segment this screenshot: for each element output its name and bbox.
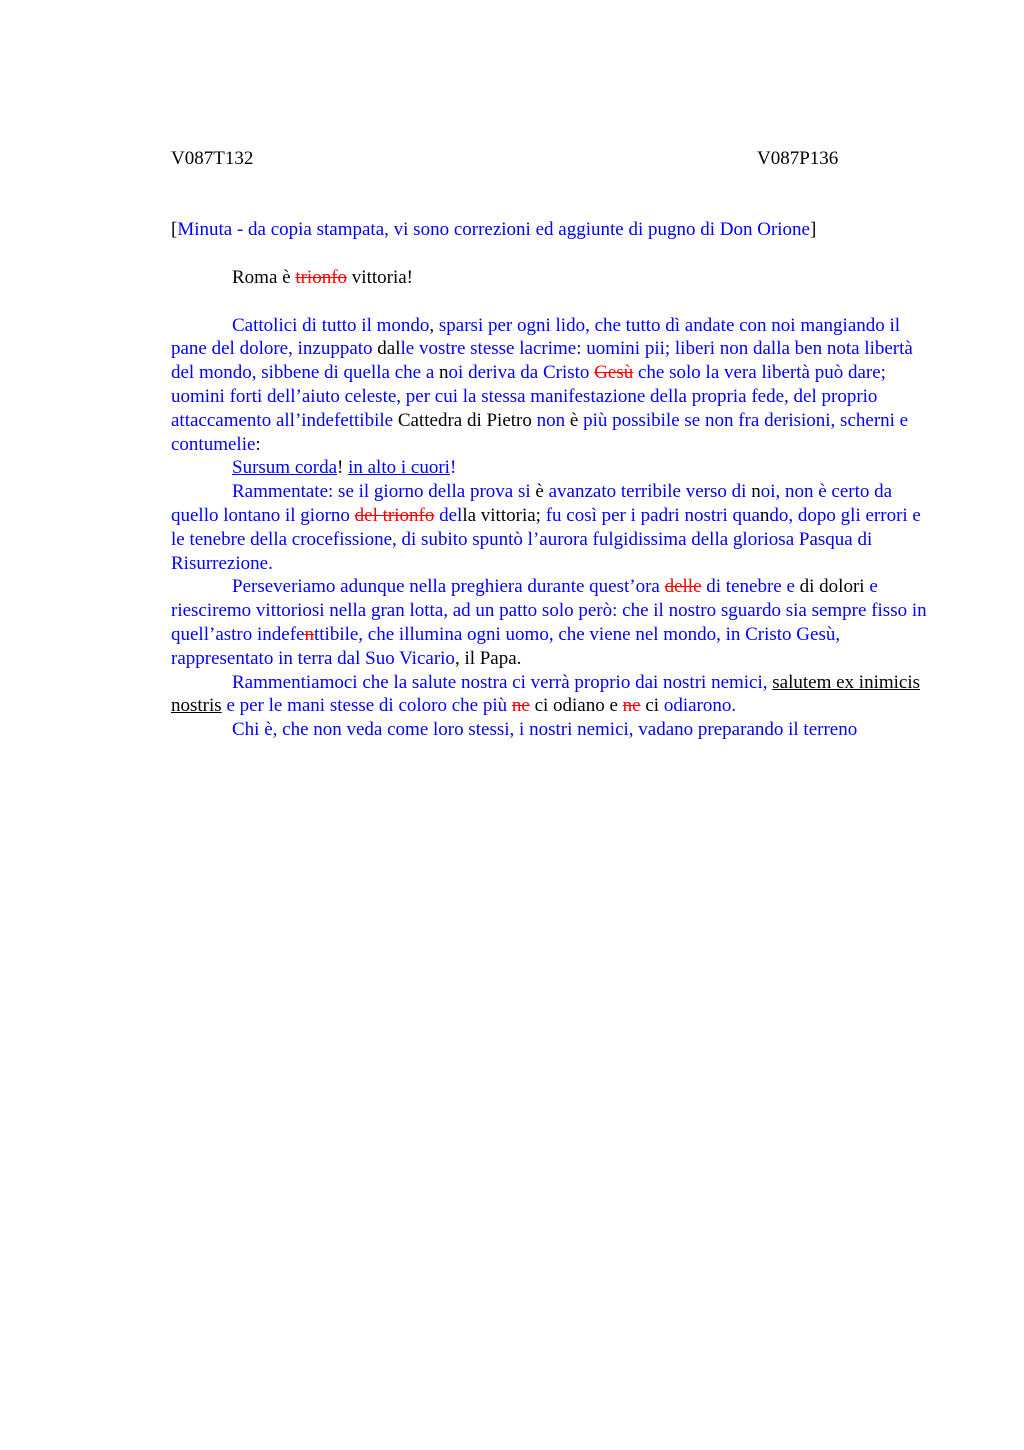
paragraph-6	[171, 718, 931, 742]
p4-seg: di dolori	[794, 576, 865, 598]
p4-seg: , il Papa.	[454, 647, 522, 669]
document-body	[171, 218, 931, 742]
p5-seg: ci	[640, 695, 664, 717]
editorial-note	[171, 218, 931, 242]
p2-seg: !	[449, 457, 457, 479]
p1-deleted-word: Gesù	[594, 362, 634, 384]
p3-deleted-words: del trionfo	[354, 504, 435, 526]
p4-deleted-letter: n	[304, 623, 314, 645]
p5-seg: odiarono.	[663, 695, 737, 717]
p2-seg: !	[337, 457, 349, 479]
p6-seg: Chi è, che non veda come loro stessi, i nostri nemici, vadano preparando il terreno	[232, 719, 858, 741]
p3-seg: Rammentate: se il giorno della prova si	[232, 481, 536, 503]
p2-underlined: Sursum corda	[232, 457, 338, 479]
p1-seg: più possibile se non fra derisioni, scherni e contumelie	[171, 409, 909, 455]
p1-seg: ,	[429, 314, 439, 336]
paragraph-1	[171, 314, 931, 457]
paragraph-5	[171, 671, 931, 719]
title-text-2: vittoria!	[347, 266, 413, 288]
note-bracket-open: [	[171, 219, 178, 240]
p3-seg: fu così per i padri nostri qua	[540, 504, 760, 526]
note-bracket-close: ]	[809, 219, 817, 240]
title-line	[171, 266, 931, 290]
p5-deleted-word: ne	[511, 695, 530, 717]
p1-seg: non	[531, 409, 570, 431]
p4-seg: Perseveriamo adunque nella preghiera durante quest’ora	[232, 576, 665, 598]
p3-seg: del	[434, 504, 463, 526]
p2-underlined: in alto i cuori	[348, 457, 450, 479]
p1-seg: le vostre stesse lacrime: uomini pii; liberi non dalla ben nota libertà del mondo, sibbene di quella che a	[171, 338, 913, 384]
note-text: Minuta - da copia stampata, vi sono correzioni ed aggiunte di pugno di Don Orione	[177, 219, 810, 240]
p4-seg: di tenebre	[701, 576, 787, 598]
title-text-1: Roma è	[232, 266, 296, 288]
p1-seg: che solo la vera libertà può dare; uomini forti dell’aiuto celeste, per cui la stessa manifestazione della propria fede, del proprio attaccamento all’indefettibile	[171, 362, 886, 431]
header-right-code: V087P136	[757, 148, 839, 169]
paragraph-2	[171, 456, 931, 480]
p1-seg: Cattedra di Pietro	[397, 409, 532, 431]
p5-seg: e per le mani stesse di coloro che più	[221, 695, 512, 717]
paragraph-3	[171, 480, 931, 575]
p3-seg: la vittoria;	[462, 504, 541, 526]
p3-seg: è	[535, 481, 544, 503]
p5-seg: Rammentiamoci che la salute nostra ci verrà proprio dai nostri nemici,	[232, 671, 773, 693]
p1-seg: oi deriva da Cristo	[448, 362, 595, 384]
paragraph-4	[171, 575, 931, 670]
title-deleted-word: trionfo	[295, 266, 348, 288]
p3-seg: oi, non è certo da quello lontano il giorno	[171, 481, 893, 526]
p4-deleted-word: delle	[664, 576, 702, 598]
p1-seg: Cattolici di tutto il mondo	[232, 314, 430, 336]
p3-seg: avanzato terribile verso di	[543, 481, 752, 503]
p5-underlined-latin: salutem ex inimicis nostris	[171, 671, 921, 717]
p1-seg: è	[569, 409, 579, 431]
p5-seg: ci odiano e	[529, 695, 623, 717]
p3-seg: do, dopo gli errori e le tenebre della crocefissione, di subito spuntò l’aurora fulgidissima della gloriosa Pasqua di Risurrezione.	[171, 504, 921, 574]
p3-seg: n	[751, 481, 761, 503]
p3-seg: n	[759, 504, 770, 526]
p4-seg: e	[786, 576, 795, 598]
p4-seg: e riesciremo vittoriosi nella gran lotta, ad un patto solo però: che il nostro sguardo sia sempre fisso in quell’astro indefe	[171, 576, 927, 645]
p1-seg: :	[255, 433, 261, 455]
p5-deleted-word: ne	[622, 695, 641, 717]
p4-seg: ttibile, che illumina ogni uomo, che viene nel mondo, in Cristo Gesù, rappresentato in terra dal Suo Vicario	[171, 623, 841, 669]
p1-seg: dal	[377, 338, 401, 360]
p1-seg: n	[439, 362, 449, 384]
p1-seg: sparsi per ogni lido, che tutto dì andate con noi mangiando il pane del dolore, inzuppato	[171, 314, 901, 360]
header-left-code: V087T132	[171, 148, 254, 169]
